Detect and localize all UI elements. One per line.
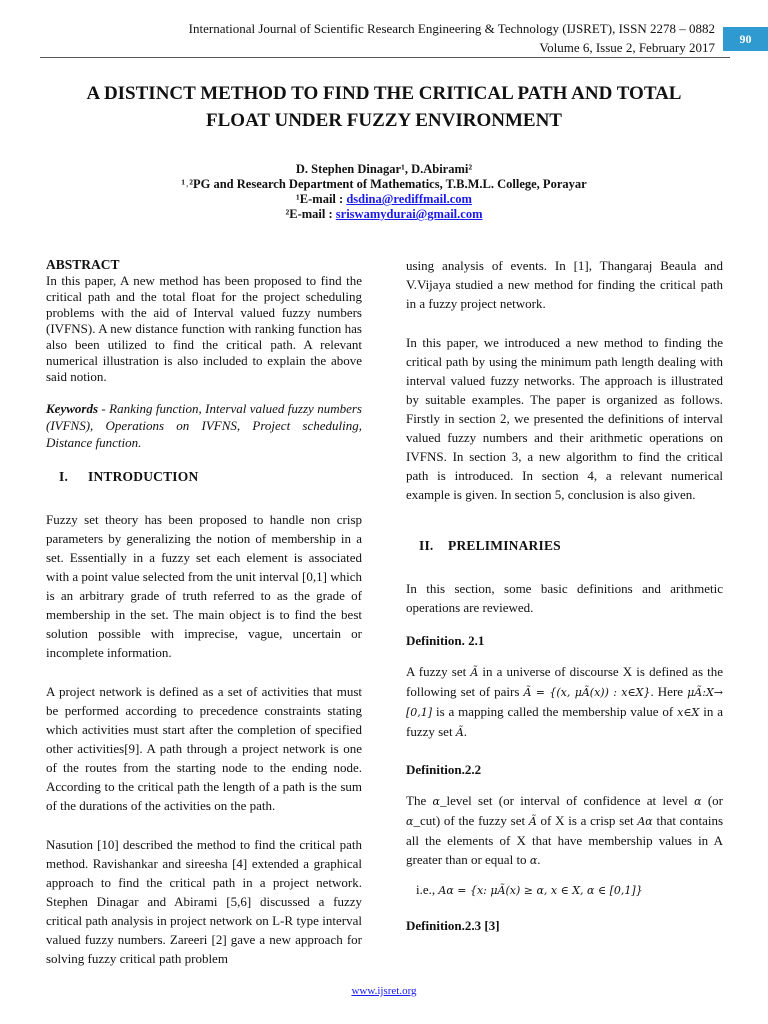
author-affiliation: ¹˒²PG and Research Department of Mathematics, T.B.M.L. College, Porayar bbox=[181, 177, 587, 191]
email-2-link[interactable]: sriswamydurai@gmail.com bbox=[335, 207, 483, 221]
paper-title bbox=[40, 80, 728, 134]
def2-text-g: . bbox=[537, 852, 541, 867]
author-email-2 bbox=[0, 207, 768, 222]
section-heading-preliminaries bbox=[406, 536, 723, 555]
section-heading-introduction bbox=[46, 467, 362, 486]
keywords-label: Keywords bbox=[46, 401, 98, 416]
header-divider bbox=[40, 57, 730, 58]
def1-text-d: is a mapping called the membership value of bbox=[432, 704, 678, 719]
right-column bbox=[406, 256, 723, 947]
definition-2-2-text bbox=[406, 791, 723, 870]
def2-alpha-set: Aα bbox=[637, 815, 653, 828]
def2-text-e: of X is a crisp set bbox=[536, 813, 638, 828]
author-names: D. Stephen Dinagar¹, D.Abirami² bbox=[295, 162, 473, 176]
def1-text-e: in a fuzzy set bbox=[406, 704, 723, 739]
alpha-cut-formula: Aα = {x: μÃ(x) ≥ α, x ∈ X, α ∈ [0,1]} bbox=[438, 884, 643, 897]
intro-paragraph-5: In this paper, we introduced a new method to finding the critical path by using the minimum path length dealing with interval valued fuzzy networks. The approach is illustrated by suitable examples. The paper is organized as follows. Firstly in section 2, we presented the definitions of interval valued fuzzy numbers and their arithmetic operations on IVFNS. In section 3, a new algorithm to find the critical path is introduced. In section 4, a relevant numerical example is given. In section 5, conclusion is also given. bbox=[406, 335, 723, 502]
volume-issue: Volume 6, Issue 2, February 2017 bbox=[539, 40, 715, 55]
email-2-label: ²E-mail : bbox=[285, 207, 336, 221]
preliminaries-intro: In this section, some basic definitions and arithmetic operations are reviewed. bbox=[406, 581, 723, 615]
abstract-heading: ABSTRACT bbox=[46, 257, 120, 272]
section-number-2: II. bbox=[419, 538, 434, 553]
def1-text-c: . Here bbox=[650, 684, 688, 699]
left-column bbox=[46, 256, 362, 968]
def2-alpha-2: α bbox=[694, 795, 702, 808]
def1-mapping: μÃ:X→ [0,1] bbox=[406, 686, 724, 719]
intro-paragraph-1: Fuzzy set theory has been proposed to handle non crisp parameters by generalizing the notion of membership in a set. Essentially in a fuzzy set each element is associated with a point value selected from the unit interval [0,1] which is an arbitrary grade of truth referred to as the grade of membership in the set. The main object is to find the best solution possible with imprecise, vague, uncertain or incomplete information. bbox=[46, 512, 362, 660]
def2-alpha-1: α bbox=[432, 795, 440, 808]
def1-set-notation: Ã = {(x, μÃ(x)) : x∈X} bbox=[523, 686, 651, 699]
def1-symbol-b: Ã bbox=[455, 726, 464, 739]
def2-text-b: _level set (or interval of confidence at level bbox=[439, 793, 695, 808]
definition-2-1-heading: Definition. 2.1 bbox=[406, 633, 485, 648]
formula-prefix: i.e., bbox=[416, 882, 439, 897]
abstract-text: In this paper, A new method has been proposed to find the critical path and the total float for the project scheduling problems with the aid of Interval valued fuzzy numbers (IVFNS). A new distance function with ranking function has also been utilized to find the critical path. A relevant numerical illustration is also included to explain the above said notion. bbox=[46, 273, 362, 384]
journal-url-link[interactable]: www.ijsret.org bbox=[351, 985, 417, 997]
section-number-1: I. bbox=[59, 469, 69, 484]
definition-2-3-heading: Definition.2.3 [3] bbox=[406, 918, 500, 933]
author-email-1 bbox=[0, 192, 768, 207]
def2-text-d: _cut) of the fuzzy set bbox=[413, 813, 529, 828]
def1-text-b: in a universe of discourse X is defined as the following set of pairs bbox=[406, 664, 724, 699]
email-1-link[interactable]: dsdina@rediffmail.com bbox=[346, 192, 472, 206]
def1-text-a: A fuzzy set bbox=[406, 664, 471, 679]
email-1-label: ¹E-mail : bbox=[296, 192, 347, 206]
intro-paragraph-2: A project network is defined as a set of activities that must be performed according to precedence constraints stating which activities must start after the completion of specified other activities[9]. A path through a project network is one of the routes from the starting node to the ending node. According to the critical path the length of a path is the sum of the durations of the activities on the path. bbox=[46, 684, 362, 813]
section-title-2: PRELIMINARIES bbox=[448, 538, 561, 553]
title-line-2: FLOAT UNDER FUZZY ENVIRONMENT bbox=[206, 110, 562, 131]
def1-element: x∈X bbox=[677, 706, 700, 719]
def1-text-f: . bbox=[463, 724, 468, 739]
def2-text-c: (or bbox=[701, 793, 723, 808]
definition-2-2-heading: Definition.2.2 bbox=[406, 762, 482, 777]
def2-text-f: that contains all the elements of X that have membership values in A greater than or equal to bbox=[406, 813, 724, 867]
page-footer bbox=[0, 985, 768, 997]
journal-header: International Journal of Scientific Research Engineering & Technology (IJSRET), ISSN 2278 – 0882 bbox=[188, 21, 715, 36]
section-title-1: INTRODUCTION bbox=[88, 469, 199, 484]
def2-symbol: Ã bbox=[528, 815, 537, 828]
page-number-badge: 90 bbox=[723, 27, 768, 51]
def2-text-a: The bbox=[406, 793, 433, 808]
def1-symbol-a: Ã bbox=[470, 666, 479, 679]
def2-alpha-3: α bbox=[406, 815, 414, 828]
definition-2-2-formula bbox=[406, 880, 723, 900]
keywords bbox=[46, 400, 362, 451]
author-block bbox=[0, 162, 768, 222]
keywords-text: - Ranking function, Interval valued fuzzy numbers (IVFNS), Operations on IVFNS, Project scheduling, Distance function. bbox=[46, 401, 362, 450]
definition-2-1-text bbox=[406, 662, 723, 742]
intro-paragraph-3: Nasution [10] described the method to find the critical path method. Ravishankar and sireesha [4] extended a graphical approach to find the critical path in a project network. Stephen Dinagar and Abirami [5,6] discussed a fuzzy critical path analysis in project network on L-R type interval valued fuzzy numbers. Zareeri [2] gave a new approach for solving fuzzy critical path problem bbox=[46, 837, 362, 966]
def2-alpha-4: α bbox=[529, 854, 538, 867]
title-line-1: A DISTINCT METHOD TO FIND THE CRITICAL PATH AND TOTAL bbox=[86, 83, 682, 104]
intro-paragraph-4: using analysis of events. In [1], Thangaraj Beaula and V.Vijaya studied a new method for finding the critical path in a fuzzy project network. bbox=[406, 258, 723, 311]
